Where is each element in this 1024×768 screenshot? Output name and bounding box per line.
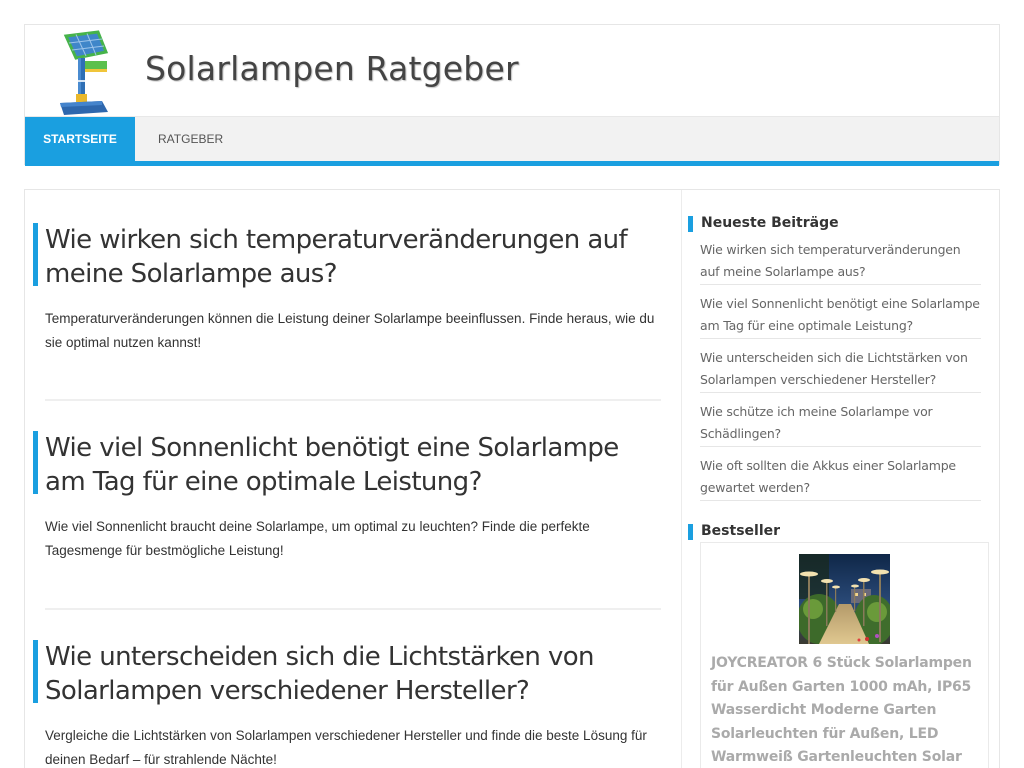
site-header [24,24,1000,165]
post-excerpt: Temperaturveränderungen können die Leistung deiner Solarlampe beeinflussen. Finde heraus, wie du sie optimal nutzen kannst! [45,311,655,350]
recent-post-link[interactable]: Wie wirken sich temperaturveränderungen auf meine Solarlampe aus? [700,237,981,285]
main-navigation [25,116,999,161]
product-image[interactable] [799,554,890,644]
recent-post-link[interactable]: Wie unterscheiden sich die Lichtstärken von Solarlampen verschiedener Hersteller? [700,345,981,393]
sidebar-divider [681,190,682,768]
post-title-accent [33,223,38,286]
site-title[interactable]: Solarlampen Ratgeber [145,49,519,88]
recent-post-link[interactable]: Wie oft sollten die Akkus einer Solarlampe gewartet werden? [700,453,981,501]
post-excerpt: Vergleiche die Lichtstärken von Solarlampen verschiedener Hersteller und finde die beste Lösung für deinen Bedarf – für strahlende Nächte! [45,728,647,767]
widget-title-accent [688,524,693,540]
post-title-accent [33,431,38,494]
widget-title-bestseller: Bestseller [701,523,781,539]
nav-item-startseite[interactable]: STARTSEITE [25,117,135,162]
recent-post-link[interactable]: Wie viel Sonnenlicht benötigt eine Solarlampe am Tag für eine optimale Leistung? [700,291,981,339]
product-title-link[interactable]: JOYCREATOR 6 Stück Solarlampen für Außen Garten 1000 mAh, IP65 Wasserdicht Moderne Garten Solarleuchten für Außen, LED Warmweiß Gartenleuchten Solar [711,655,972,765]
recent-post-link[interactable]: Wie schütze ich meine Solarlampe vor Schädlingen? [700,399,981,447]
post-title-link[interactable]: Wie unterscheiden sich die Lichtstärken von Solarlampen verschiedener Hersteller? [45,642,594,706]
widget-title-recent-posts: Neueste Beiträge [701,215,839,231]
nav-item-ratgeber[interactable]: RATGEBER [158,132,224,146]
bestseller-product-card [700,542,989,768]
post-title-link[interactable]: Wie viel Sonnenlicht benötigt eine Solarlampe am Tag für eine optimale Leistung? [45,433,619,497]
post-excerpt: Wie viel Sonnenlicht braucht deine Solarlampe, um optimal zu leuchten? Finde die perfekte Tagesmenge für bestmögliche Leistung! [45,519,590,558]
post-title-accent [33,640,38,703]
post-divider [45,608,661,610]
widget-title-accent [688,216,693,232]
recent-posts-list [700,237,981,507]
solar-lamp-logo-icon[interactable] [54,30,124,118]
post-title-link[interactable]: Wie wirken sich temperaturveränderungen auf meine Solarlampe aus? [45,225,628,289]
content-area [24,189,1000,768]
post-divider [45,399,661,401]
nav-accent-bar [25,161,999,166]
